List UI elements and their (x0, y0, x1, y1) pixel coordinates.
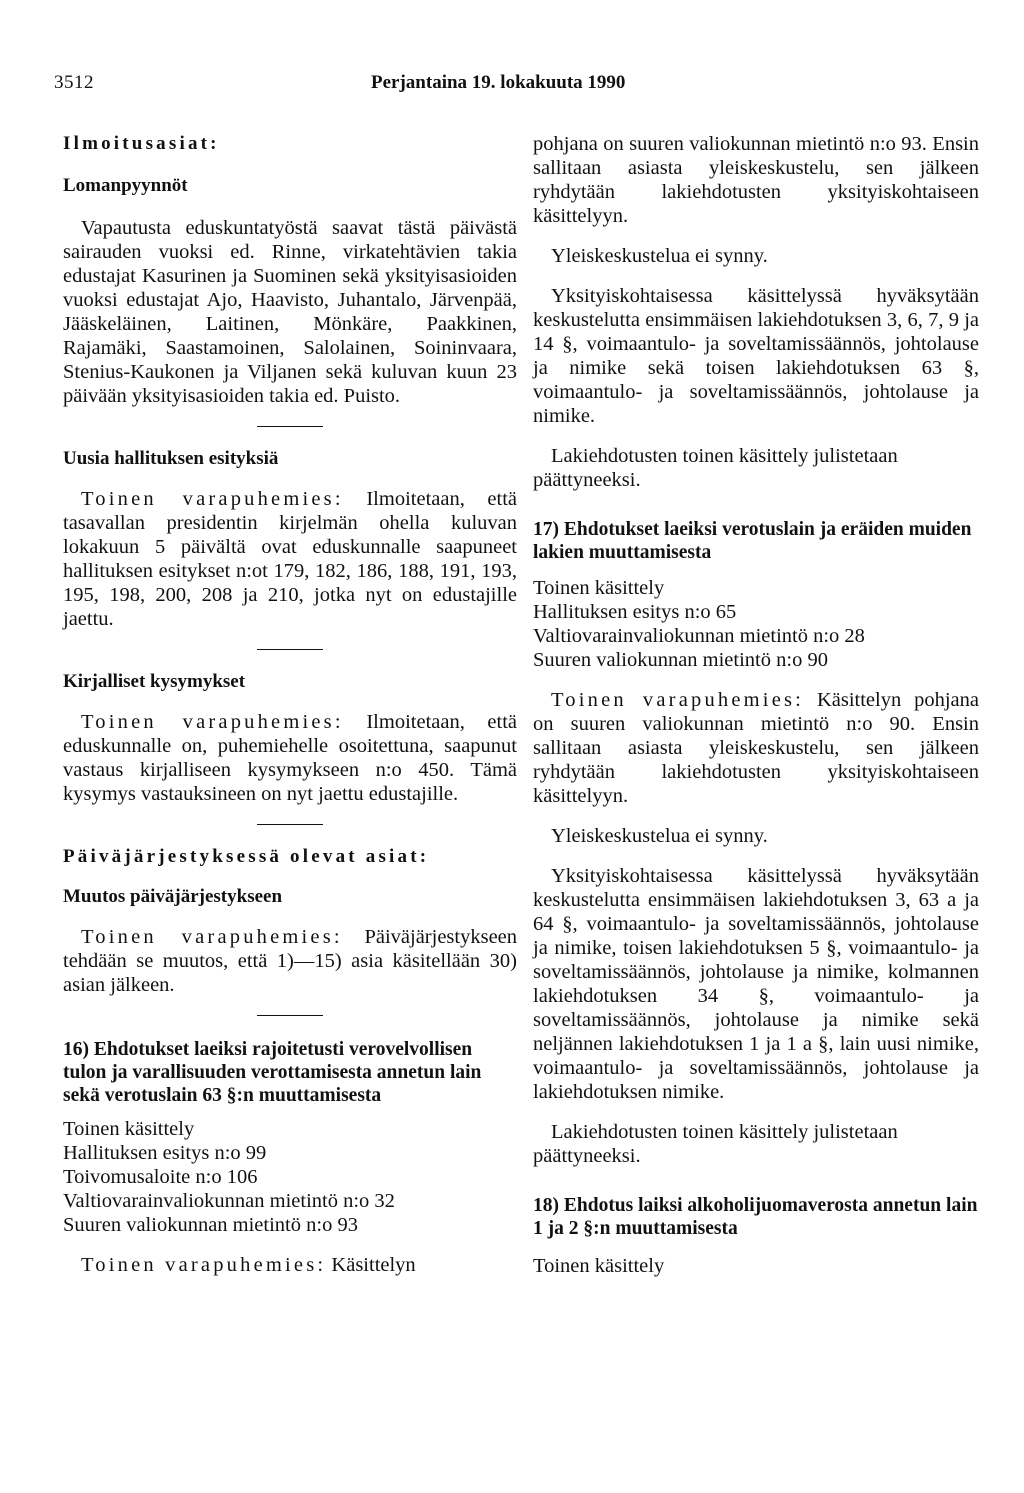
agenda-change-heading: Muutos päiväjärjestykseen (63, 886, 283, 907)
item-16-document: Hallituksen esitys n:o 99 (63, 1142, 267, 1164)
section-divider (257, 824, 323, 825)
item-16-document: Toivomusaloite n:o 106 (63, 1166, 258, 1188)
item-17-detailed-reading: Yksityiskohtaisessa käsittelyssä hyväksytään keskustelutta ensimmäisen lakiehdotuksen 3, 63 a ja 64 §, voimaantulo- ja soveltamissäännös, johtolause ja nimike, toisen lakiehdotuksen 5 §, voimaantulo- ja soveltamissäännös, johtolause ja nimike, kolmannen lakiehdotuksen 34 §, voimaantulo- ja soveltamissäännös, johtolause ja nimike sekä neljännen lakiehdotuksen 1 ja 1 a §, lain uusi nimike, voimaantulo- ja soveltamissäännös, johtolause ja lakiehdotuksen nimike. (533, 865, 979, 1103)
item-17-title: 17) Ehdotukset laeiksi verotuslain ja eräiden muiden lakien muuttamisesta (533, 519, 972, 563)
item-16-continuation: pohjana on suuren valiokunnan mietintö n:o 93. Ensin sallitaan asiasta yleiskeskustelu, sen jälkeen ryhdytään lakiehdotusten yksityiskohtaiseen käsittelyyn. (533, 133, 979, 227)
item-16-detailed-reading: Yksityiskohtaisessa käsittelyssä hyväksytään keskustelutta ensimmäisen lakiehdotuksen 3, 6, 7, 9 ja 14 §, voimaantulo- ja soveltamissäännös, johtolause ja nimike sekä toisen lakiehdotuksen 63 §, voimaantulo- ja soveltamissäännös, johtolause ja nimike. (533, 285, 979, 427)
item-16-no-debate: Yleiskeskustelua ei synny. (551, 245, 768, 267)
new-bills-heading: Uusia hallituksen esityksiä (63, 448, 279, 469)
item-17-document: Suuren valiokunnan mietintö n:o 90 (533, 649, 828, 671)
item-16-document: Suuren valiokunnan mietintö n:o 93 (63, 1214, 358, 1236)
speaker-name: Toinen varapuhemies: (81, 926, 343, 948)
item-18-title: 18) Ehdotus laiksi alkoholijuomaverosta annetun lain 1 ja 2 §:n muuttamisesta (533, 1195, 978, 1239)
header-date: Perjantaina 19. lokakuuta 1990 (371, 72, 626, 93)
item-17-document: Hallituksen esitys n:o 65 (533, 601, 737, 623)
item-17-speaker-paragraph (533, 688, 979, 808)
agenda-change-text: Päiväjärjestykseen tehdään se muutos, että 1)—15) asia käsitellään 30) asian jälkeen. (63, 926, 518, 996)
item-17-document: Valtiovarainvaliokunnan mietintö n:o 28 (533, 625, 865, 647)
leave-requests-text: Vapautusta eduskuntatyöstä saavat tästä päivästä sairauden vuoksi ed. Rinne, virkatehtävien takia edustajat Kasurinen ja Suominen sekä yksityisasioiden vuoksi edustajat Ajo, Haavisto, Juhantalo, Järvenpää, Jääskeläinen, Laitinen, Mönkäre, Paakkinen, Rajamäki, Saastamoinen, Salolainen, Soininvaara, Stenius-Kaukonen ja Viljanen sekä kuluvan kuun 23 päivään yksityisasioiden takia ed. Puisto. (63, 217, 517, 407)
item-16-document: Valtiovarainvaliokunnan mietintö n:o 32 (63, 1190, 395, 1212)
notices-heading: Ilmoitusasiat: (63, 133, 220, 154)
agenda-change-paragraph (63, 925, 517, 997)
section-divider (257, 649, 323, 650)
left-column (63, 132, 517, 1277)
section-divider (257, 1015, 323, 1016)
written-questions-heading: Kirjalliset kysymykset (63, 671, 246, 692)
item-16-text-start: Käsittelyn (331, 1254, 416, 1276)
item-16-documents (63, 1117, 517, 1237)
new-bills-paragraph (63, 487, 517, 631)
item-16-title: 16) Ehdotukset laeiksi rajoitetusti verovelvollisen tulon ja varallisuuden verottamisesta annetun lain sekä verotuslain 63 §:n muuttamisesta (63, 1039, 482, 1106)
item-17-text: Käsittelyn pohjana on suuren valiokunnan mietintö n:o 90. Ensin sallitaan asiasta yleiskeskustelu, sen jälkeen ryhdytään lakiehdotusten yksityiskohtaiseen käsittelyyn. (533, 689, 979, 807)
item-16-concluded: Lakiehdotusten toinen käsittely julistetaan päättyneeksi. (533, 445, 898, 491)
page-number: 3512 (54, 72, 94, 93)
item-16-document: Toinen käsittely (63, 1118, 195, 1140)
speaker-name: Toinen varapuhemies: (81, 711, 344, 733)
item-17-concluded: Lakiehdotusten toinen käsittely julistetaan päättyneeksi. (533, 1121, 898, 1167)
written-questions-paragraph (63, 710, 517, 806)
new-bills-text: Ilmoitetaan, että tasavallan presidentin kirjelmän ohella kuluvan lokakuun 5 päivältä ovat eduskunnalle saapuneet hallituksen esitykset n:ot 179, 182, 186, 188, 191, 193, 195, 198, 200, 208 ja 210, jotka nyt on edustajille jaettu. (63, 488, 518, 630)
right-column (533, 132, 979, 1278)
speaker-name: Toinen varapuhemies: (551, 689, 805, 711)
speaker-name: Toinen varapuhemies: (81, 1254, 327, 1276)
agenda-heading: Päiväjärjestyksessä olevat asiat: (63, 846, 430, 867)
leave-requests-heading: Lomanpyynnöt (63, 175, 188, 196)
speaker-name: Toinen varapuhemies: (81, 488, 344, 510)
section-divider (257, 426, 323, 427)
written-questions-text: Ilmoitetaan, että eduskunnalle on, puhemiehelle osoitettuna, saapunut vastaus kirjalliseen kysymykseen n:o 450. Tämä kysymys vastauksineen on nyt jaettu edustajille. (63, 711, 518, 805)
item-17-documents (533, 576, 979, 672)
item-17-no-debate: Yleiskeskustelua ei synny. (551, 825, 768, 847)
item-17-document: Toinen käsittely (533, 577, 665, 599)
item-16-speaker-paragraph (63, 1253, 517, 1277)
item-18-stage: Toinen käsittely (533, 1255, 665, 1277)
